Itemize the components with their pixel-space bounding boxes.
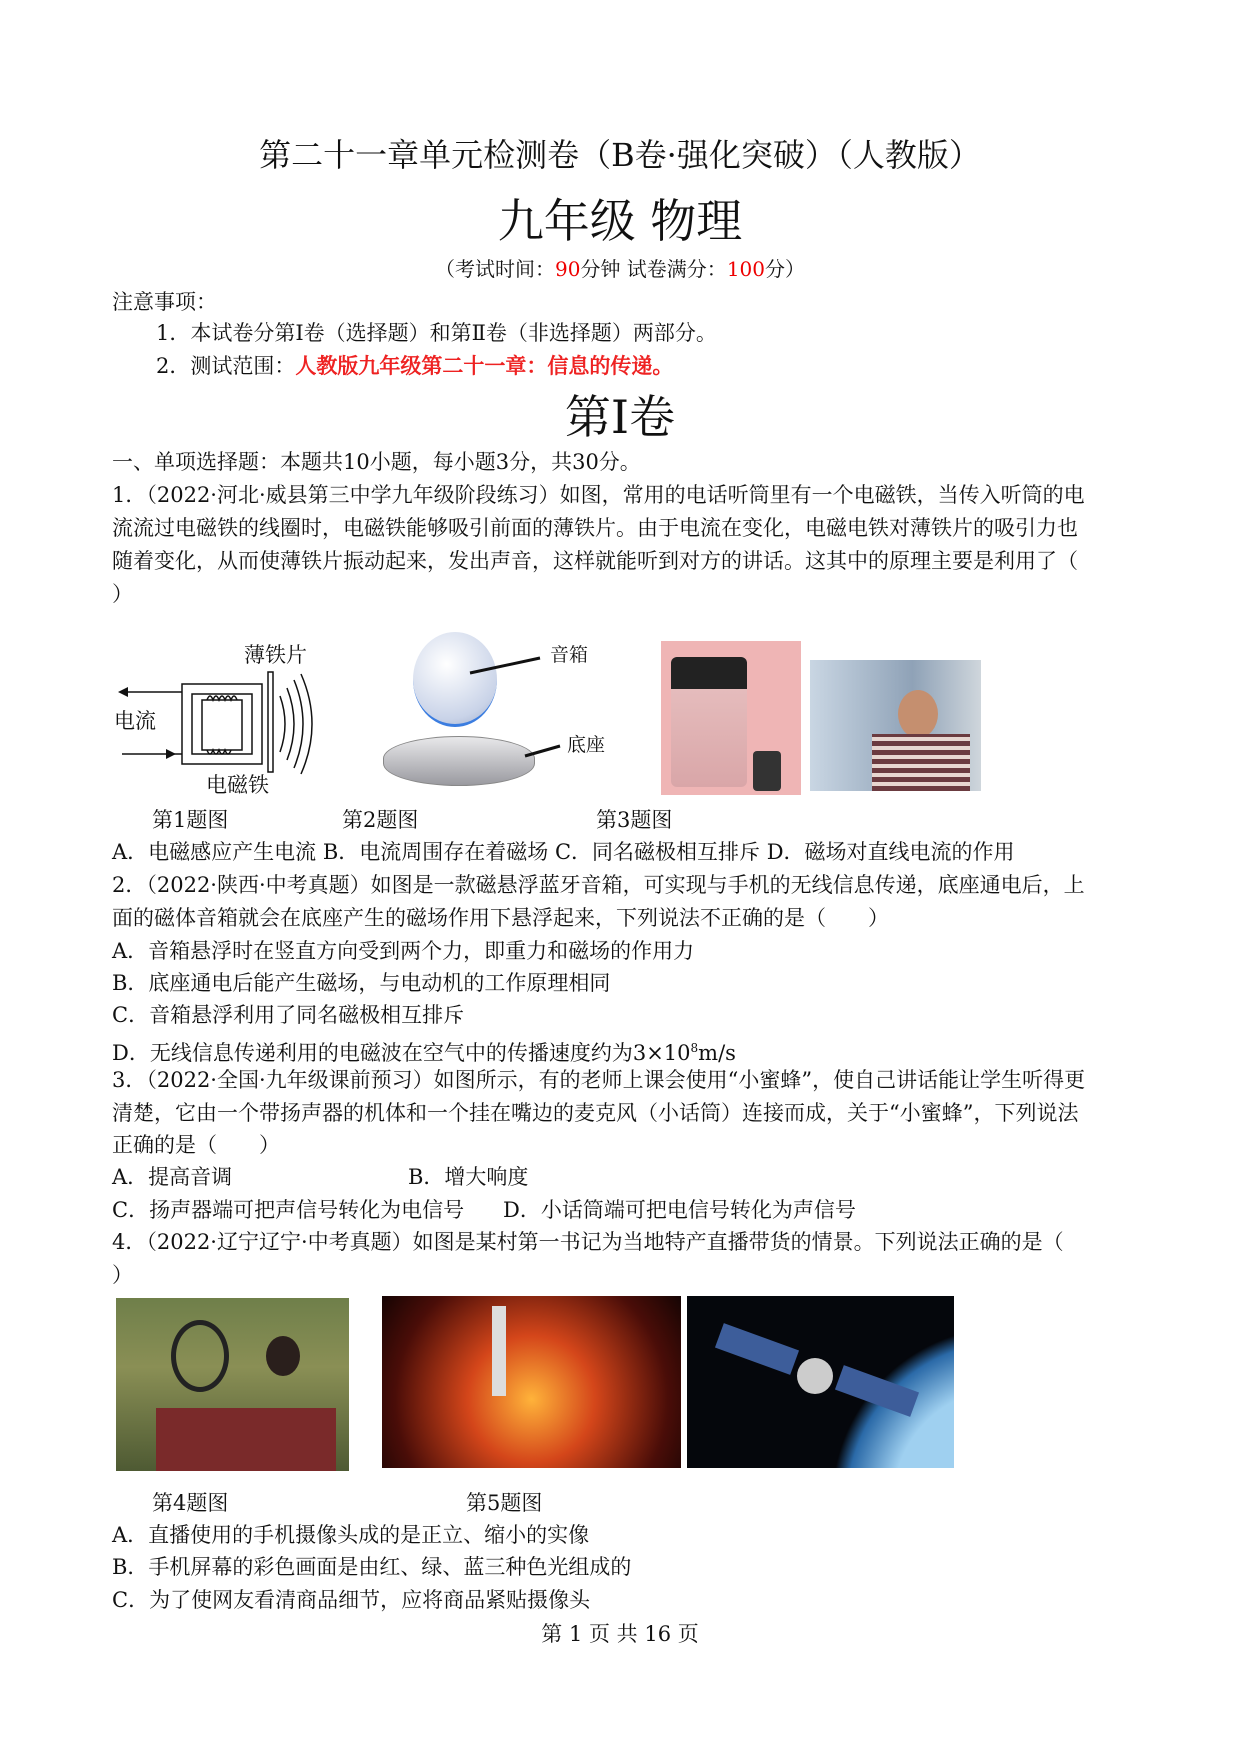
livestream-image bbox=[116, 1298, 349, 1471]
note-2 bbox=[156, 353, 673, 379]
exam-info-suffix: 分） bbox=[765, 257, 805, 281]
microphone-pack bbox=[753, 751, 781, 791]
page-title: 第二十一章单元检测卷（B卷·强化突破）（人教版） bbox=[259, 136, 981, 174]
label-speaker: 音箱 bbox=[550, 644, 589, 666]
rocket bbox=[492, 1306, 506, 1396]
note-1: 1．本试卷分第Ⅰ卷（选择题）和第Ⅱ卷（非选择题）两部分。 bbox=[156, 321, 717, 345]
exam-info bbox=[0, 256, 1240, 282]
q3-line: 正确的是（ ） bbox=[112, 1133, 280, 1157]
q1-options: A．电磁感应产生电流 B．电流周围存在着磁场 C．同名磁极相互排斥 D．磁场对直线电流的作用 bbox=[112, 840, 1015, 864]
fig1-caption: 第1题图 bbox=[152, 808, 229, 832]
q3-option-d: D．小话筒端可把电信号转化为声信号 bbox=[503, 1198, 856, 1222]
q2-option-d bbox=[112, 1035, 736, 1066]
teacher-shirt bbox=[872, 734, 970, 791]
fig2-caption: 第2题图 bbox=[342, 808, 419, 832]
note-2-scope: 人教版九年级第二十一章：信息的传递。 bbox=[295, 353, 674, 378]
q1-line: 随着变化，从而使薄铁片振动起来，发出声音，这样就能听到对方的讲话。这其中的原理主要是利用了（ bbox=[112, 549, 1078, 573]
exam-info-prefix: （考试时间： bbox=[435, 257, 555, 281]
q2-d-exponent: 8 bbox=[690, 1041, 699, 1055]
q3-line: 清楚，它由一个带扬声器的机体和一个挂在嘴边的麦克风（小话筒）连接而成，关于“小蜜蜂”，下列说法 bbox=[112, 1101, 1079, 1125]
electromagnet-diagram bbox=[112, 636, 337, 806]
presenter-head bbox=[266, 1336, 300, 1376]
exam-score: 100 bbox=[726, 257, 765, 281]
page-number: 第 1 页 共 16 页 bbox=[541, 1622, 699, 1646]
section-title: 第Ⅰ卷 bbox=[564, 390, 676, 444]
q1-line: ） bbox=[112, 582, 133, 606]
fig5-caption: 第5题图 bbox=[466, 1491, 543, 1515]
label-current: 电流 bbox=[114, 709, 156, 733]
fig3-caption: 第3题图 bbox=[596, 808, 673, 832]
notes-heading: 注意事项： bbox=[112, 290, 217, 314]
note-2-prefix: 2．测试范围： bbox=[156, 354, 296, 378]
q4-line: ） bbox=[112, 1263, 133, 1287]
q4-line: 4．（2022·辽宁辽宁·中考真题）如图是某村第一书记为当地特产直播带货的情景。下列说法正确的是（ bbox=[112, 1230, 1064, 1254]
q2-d-unit: m/s bbox=[698, 1041, 736, 1065]
q4-option-a: A．直播使用的手机摄像头成的是正立、缩小的实像 bbox=[112, 1523, 590, 1547]
q2-line: 面的磁体音箱就会在底座产生的磁场作用下悬浮起来，下列说法不正确的是（ ） bbox=[112, 906, 889, 930]
q1-line: 流流过电磁铁的线圈时，电磁铁能够吸引前面的薄铁片。由于电流在变化，电磁电铁对薄铁片的吸引力也 bbox=[112, 516, 1078, 540]
label-electromagnet: 电磁铁 bbox=[206, 773, 269, 797]
q4-option-b: B．手机屏幕的彩色画面是由红、绿、蓝三种色光组成的 bbox=[112, 1555, 632, 1579]
q3-option-a: A．提高音调 bbox=[112, 1165, 233, 1189]
q1-line: 1．（2022·河北·威县第三中学九年级阶段练习）如图，常用的电话听筒里有一个电磁铁，当传入听筒的电 bbox=[112, 483, 1085, 507]
q4-option-c: C．为了使网友看清商品细节，应将商品紧贴摄像头 bbox=[112, 1588, 591, 1612]
rocket-launch-image bbox=[382, 1296, 681, 1468]
amplifier-display bbox=[671, 657, 747, 689]
q2-d-text: D．无线信息传递利用的电磁波在空气中的传播速度约为3×10 bbox=[112, 1041, 691, 1065]
label-iron-sheet: 薄铁片 bbox=[244, 643, 307, 667]
teacher-image bbox=[810, 660, 981, 791]
exam-time: 90 bbox=[555, 257, 581, 281]
satellite-body bbox=[797, 1358, 833, 1394]
label-base: 底座 bbox=[567, 734, 606, 756]
solar-panel-left bbox=[715, 1323, 799, 1375]
section-instructions: 一、单项选择题：本题共10小题，每小题3分，共30分。 bbox=[112, 450, 641, 474]
q3-line: 3．（2022·全国·九年级课前预习）如图所示，有的老师上课会使用“小蜜蜂”，使自己讲话能让学生听得更 bbox=[112, 1068, 1086, 1092]
teacher-face bbox=[898, 690, 938, 738]
product-table bbox=[156, 1408, 336, 1471]
exam-info-mid: 分钟 试卷满分： bbox=[580, 257, 727, 281]
q2-option-b: B．底座通电后能产生磁场，与电动机的工作原理相同 bbox=[112, 971, 611, 995]
ring-light bbox=[171, 1320, 229, 1392]
satellite-image bbox=[687, 1296, 954, 1468]
q3-option-b: B．增大响度 bbox=[408, 1165, 529, 1189]
page-subtitle: 九年级 物理 bbox=[497, 194, 743, 248]
q2-option-c: C．音箱悬浮利用了同名磁极相互排斥 bbox=[112, 1003, 465, 1027]
q2-option-a: A．音箱悬浮时在竖直方向受到两个力，即重力和磁场的作用力 bbox=[112, 939, 695, 963]
fig4-caption: 第4题图 bbox=[152, 1491, 229, 1515]
q3-option-c: C．扬声器端可把声信号转化为电信号 bbox=[112, 1198, 465, 1222]
q2-line: 2．（2022·陕西·中考真题）如图是一款磁悬浮蓝牙音箱，可实现与手机的无线信息传递，底座通电后，上 bbox=[112, 873, 1085, 897]
solar-panel-right bbox=[835, 1365, 919, 1417]
levitating-speaker-image bbox=[375, 628, 615, 793]
voice-amplifier-image bbox=[661, 641, 801, 795]
